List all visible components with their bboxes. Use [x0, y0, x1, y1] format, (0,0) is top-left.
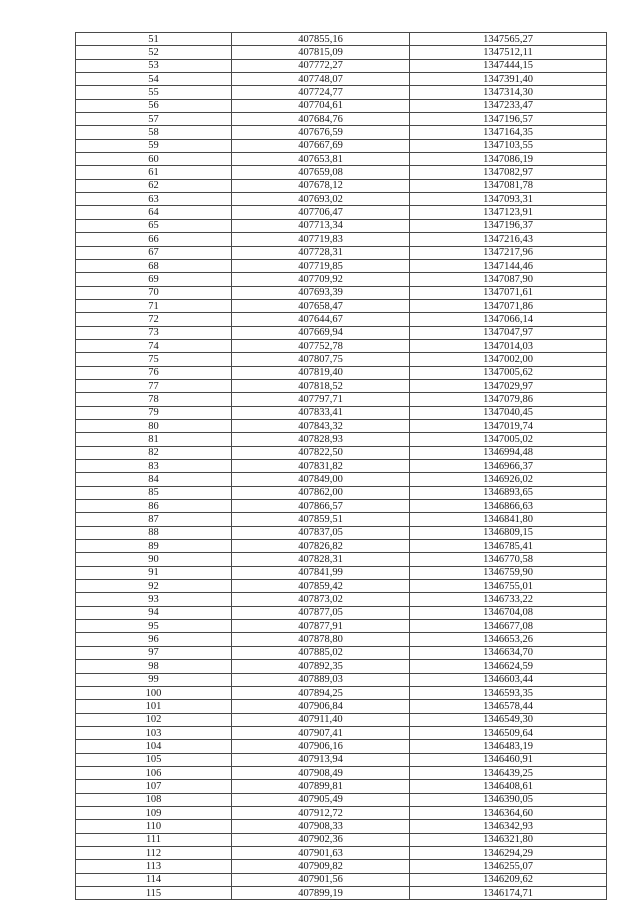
- y-coordinate-cell: 1347391,40: [410, 73, 607, 86]
- point-number-cell: 65: [76, 219, 232, 232]
- y-coordinate-cell: 1347123,91: [410, 206, 607, 219]
- point-number-cell: 107: [76, 780, 232, 793]
- y-coordinate-cell: 1347565,27: [410, 33, 607, 46]
- table-row: [76, 726, 607, 739]
- y-coordinate-cell: 1347512,11: [410, 46, 607, 59]
- y-coordinate-cell: 1346994,48: [410, 446, 607, 459]
- x-coordinate-cell: 407676,59: [232, 126, 410, 139]
- point-number-cell: 63: [76, 193, 232, 206]
- table-row: [76, 500, 607, 513]
- table-row: [76, 326, 607, 339]
- x-coordinate-cell: 407894,25: [232, 686, 410, 699]
- point-number-cell: 59: [76, 139, 232, 152]
- table-row: [76, 59, 607, 72]
- x-coordinate-cell: 407899,81: [232, 780, 410, 793]
- table-row: [76, 806, 607, 819]
- y-coordinate-cell: 1346653,26: [410, 633, 607, 646]
- x-coordinate-cell: 407878,80: [232, 633, 410, 646]
- x-coordinate-cell: 407719,83: [232, 233, 410, 246]
- table-row: [76, 606, 607, 619]
- x-coordinate-cell: 407908,49: [232, 766, 410, 779]
- table-row: [76, 860, 607, 873]
- x-coordinate-cell: 407901,56: [232, 873, 410, 886]
- y-coordinate-cell: 1347081,78: [410, 179, 607, 192]
- x-coordinate-cell: 407873,02: [232, 593, 410, 606]
- table-row: [76, 139, 607, 152]
- point-number-cell: 114: [76, 873, 232, 886]
- x-coordinate-cell: 407667,69: [232, 139, 410, 152]
- table-row: [76, 753, 607, 766]
- y-coordinate-cell: 1346893,65: [410, 486, 607, 499]
- y-coordinate-cell: 1347019,74: [410, 419, 607, 432]
- y-coordinate-cell: 1347093,31: [410, 193, 607, 206]
- x-coordinate-cell: 407909,82: [232, 860, 410, 873]
- point-number-cell: 90: [76, 553, 232, 566]
- x-coordinate-cell: 407752,78: [232, 339, 410, 352]
- table-row: [76, 473, 607, 486]
- y-coordinate-cell: 1346785,41: [410, 540, 607, 553]
- x-coordinate-cell: 407906,16: [232, 740, 410, 753]
- table-row: [76, 99, 607, 112]
- table-row: [76, 166, 607, 179]
- table-row: [76, 660, 607, 673]
- point-number-cell: 95: [76, 620, 232, 633]
- y-coordinate-cell: 1346926,02: [410, 473, 607, 486]
- point-number-cell: 94: [76, 606, 232, 619]
- x-coordinate-cell: 407826,82: [232, 540, 410, 553]
- x-coordinate-cell: 407855,16: [232, 33, 410, 46]
- table-row: [76, 273, 607, 286]
- y-coordinate-cell: 1346759,90: [410, 566, 607, 579]
- y-coordinate-cell: 1346966,37: [410, 460, 607, 473]
- table-row: [76, 526, 607, 539]
- y-coordinate-cell: 1346634,70: [410, 646, 607, 659]
- y-coordinate-cell: 1346364,60: [410, 806, 607, 819]
- point-number-cell: 78: [76, 393, 232, 406]
- point-number-cell: 62: [76, 179, 232, 192]
- point-number-cell: 54: [76, 73, 232, 86]
- point-number-cell: 104: [76, 740, 232, 753]
- point-number-cell: 85: [76, 486, 232, 499]
- x-coordinate-cell: 407828,31: [232, 553, 410, 566]
- y-coordinate-cell: 1346704,08: [410, 606, 607, 619]
- point-number-cell: 102: [76, 713, 232, 726]
- y-coordinate-cell: 1347014,03: [410, 339, 607, 352]
- x-coordinate-cell: 407713,34: [232, 219, 410, 232]
- point-number-cell: 79: [76, 406, 232, 419]
- point-number-cell: 64: [76, 206, 232, 219]
- point-number-cell: 98: [76, 660, 232, 673]
- y-coordinate-cell: 1347082,97: [410, 166, 607, 179]
- y-coordinate-cell: 1346209,62: [410, 873, 607, 886]
- x-coordinate-cell: 407831,82: [232, 460, 410, 473]
- x-coordinate-cell: 407693,02: [232, 193, 410, 206]
- table-row: [76, 553, 607, 566]
- y-coordinate-cell: 1346593,35: [410, 686, 607, 699]
- point-number-cell: 103: [76, 726, 232, 739]
- point-number-cell: 67: [76, 246, 232, 259]
- table-row: [76, 486, 607, 499]
- x-coordinate-cell: 407818,52: [232, 379, 410, 392]
- y-coordinate-cell: 1346866,63: [410, 500, 607, 513]
- x-coordinate-cell: 407704,61: [232, 99, 410, 112]
- table-row: [76, 620, 607, 633]
- table-row: [76, 700, 607, 713]
- y-coordinate-cell: 1347071,61: [410, 286, 607, 299]
- x-coordinate-cell: 407849,00: [232, 473, 410, 486]
- point-number-cell: 87: [76, 513, 232, 526]
- y-coordinate-cell: 1347079,86: [410, 393, 607, 406]
- y-coordinate-cell: 1346624,59: [410, 660, 607, 673]
- x-coordinate-cell: 407902,36: [232, 833, 410, 846]
- table-row: [76, 299, 607, 312]
- y-coordinate-cell: 1346342,93: [410, 820, 607, 833]
- table-row: [76, 646, 607, 659]
- point-number-cell: 108: [76, 793, 232, 806]
- table-row: [76, 887, 607, 900]
- table-row: [76, 580, 607, 593]
- x-coordinate-cell: 407724,77: [232, 86, 410, 99]
- x-coordinate-cell: 407728,31: [232, 246, 410, 259]
- table-row: [76, 540, 607, 553]
- y-coordinate-cell: 1347103,55: [410, 139, 607, 152]
- point-number-cell: 100: [76, 686, 232, 699]
- y-coordinate-cell: 1347087,90: [410, 273, 607, 286]
- x-coordinate-cell: 407841,99: [232, 566, 410, 579]
- point-number-cell: 61: [76, 166, 232, 179]
- point-number-cell: 52: [76, 46, 232, 59]
- y-coordinate-cell: 1347047,97: [410, 326, 607, 339]
- table-row: [76, 233, 607, 246]
- x-coordinate-cell: 407859,42: [232, 580, 410, 593]
- y-coordinate-cell: 1347196,57: [410, 113, 607, 126]
- point-number-cell: 77: [76, 379, 232, 392]
- table-row: [76, 393, 607, 406]
- table-row: [76, 46, 607, 59]
- x-coordinate-cell: 407797,71: [232, 393, 410, 406]
- table-row: [76, 833, 607, 846]
- table-row: [76, 633, 607, 646]
- y-coordinate-cell: 1347144,46: [410, 259, 607, 272]
- y-coordinate-cell: 1346174,71: [410, 887, 607, 900]
- table-row: [76, 126, 607, 139]
- point-number-cell: 106: [76, 766, 232, 779]
- point-number-cell: 76: [76, 366, 232, 379]
- x-coordinate-cell: 407678,12: [232, 179, 410, 192]
- table-row: [76, 353, 607, 366]
- table-row: [76, 153, 607, 166]
- x-coordinate-cell: 407772,27: [232, 59, 410, 72]
- x-coordinate-cell: 407748,07: [232, 73, 410, 86]
- table-row: [76, 86, 607, 99]
- table-row: [76, 366, 607, 379]
- table-row: [76, 206, 607, 219]
- point-number-cell: 115: [76, 887, 232, 900]
- coordinates-table-body: [76, 33, 607, 900]
- y-coordinate-cell: 1346460,91: [410, 753, 607, 766]
- y-coordinate-cell: 1347164,35: [410, 126, 607, 139]
- y-coordinate-cell: 1347029,97: [410, 379, 607, 392]
- table-row: [76, 460, 607, 473]
- x-coordinate-cell: 407684,76: [232, 113, 410, 126]
- table-row: [76, 113, 607, 126]
- y-coordinate-cell: 1347196,37: [410, 219, 607, 232]
- x-coordinate-cell: 407706,47: [232, 206, 410, 219]
- x-coordinate-cell: 407908,33: [232, 820, 410, 833]
- point-number-cell: 86: [76, 500, 232, 513]
- x-coordinate-cell: 407819,40: [232, 366, 410, 379]
- point-number-cell: 109: [76, 806, 232, 819]
- table-row: [76, 179, 607, 192]
- y-coordinate-cell: 1347040,45: [410, 406, 607, 419]
- x-coordinate-cell: 407913,94: [232, 753, 410, 766]
- table-row: [76, 379, 607, 392]
- point-number-cell: 101: [76, 700, 232, 713]
- x-coordinate-cell: 407912,72: [232, 806, 410, 819]
- x-coordinate-cell: 407807,75: [232, 353, 410, 366]
- point-number-cell: 56: [76, 99, 232, 112]
- x-coordinate-cell: 407877,91: [232, 620, 410, 633]
- table-row: [76, 73, 607, 86]
- y-coordinate-cell: 1347233,47: [410, 99, 607, 112]
- y-coordinate-cell: 1347216,43: [410, 233, 607, 246]
- y-coordinate-cell: 1347005,62: [410, 366, 607, 379]
- point-number-cell: 93: [76, 593, 232, 606]
- y-coordinate-cell: 1346809,15: [410, 526, 607, 539]
- x-coordinate-cell: 407859,51: [232, 513, 410, 526]
- x-coordinate-cell: 407905,49: [232, 793, 410, 806]
- table-row: [76, 433, 607, 446]
- point-number-cell: 84: [76, 473, 232, 486]
- table-row: [76, 339, 607, 352]
- point-number-cell: 58: [76, 126, 232, 139]
- x-coordinate-cell: 407866,57: [232, 500, 410, 513]
- y-coordinate-cell: 1347005,02: [410, 433, 607, 446]
- x-coordinate-cell: 407862,00: [232, 486, 410, 499]
- x-coordinate-cell: 407828,93: [232, 433, 410, 446]
- point-number-cell: 82: [76, 446, 232, 459]
- x-coordinate-cell: 407911,40: [232, 713, 410, 726]
- point-number-cell: 68: [76, 259, 232, 272]
- table-row: [76, 846, 607, 859]
- point-number-cell: 55: [76, 86, 232, 99]
- point-number-cell: 73: [76, 326, 232, 339]
- y-coordinate-cell: 1347314,30: [410, 86, 607, 99]
- point-number-cell: 110: [76, 820, 232, 833]
- table-row: [76, 259, 607, 272]
- point-number-cell: 57: [76, 113, 232, 126]
- point-number-cell: 105: [76, 753, 232, 766]
- table-row: [76, 766, 607, 779]
- table-row: [76, 780, 607, 793]
- x-coordinate-cell: 407653,81: [232, 153, 410, 166]
- y-coordinate-cell: 1346408,61: [410, 780, 607, 793]
- y-coordinate-cell: 1346770,58: [410, 553, 607, 566]
- point-number-cell: 71: [76, 299, 232, 312]
- table-row: [76, 686, 607, 699]
- point-number-cell: 112: [76, 846, 232, 859]
- x-coordinate-cell: 407843,32: [232, 419, 410, 432]
- point-number-cell: 91: [76, 566, 232, 579]
- x-coordinate-cell: 407837,05: [232, 526, 410, 539]
- x-coordinate-cell: 407892,35: [232, 660, 410, 673]
- table-row: [76, 740, 607, 753]
- x-coordinate-cell: 407901,63: [232, 846, 410, 859]
- table-row: [76, 193, 607, 206]
- point-number-cell: 80: [76, 419, 232, 432]
- table-row: [76, 246, 607, 259]
- y-coordinate-cell: 1347071,86: [410, 299, 607, 312]
- point-number-cell: 111: [76, 833, 232, 846]
- table-row: [76, 793, 607, 806]
- x-coordinate-cell: 407815,09: [232, 46, 410, 59]
- point-number-cell: 70: [76, 286, 232, 299]
- point-number-cell: 97: [76, 646, 232, 659]
- x-coordinate-cell: 407659,08: [232, 166, 410, 179]
- x-coordinate-cell: 407885,02: [232, 646, 410, 659]
- y-coordinate-cell: 1346483,19: [410, 740, 607, 753]
- x-coordinate-cell: 407658,47: [232, 299, 410, 312]
- table-row: [76, 406, 607, 419]
- table-row: [76, 820, 607, 833]
- point-number-cell: 51: [76, 33, 232, 46]
- point-number-cell: 75: [76, 353, 232, 366]
- point-number-cell: 83: [76, 460, 232, 473]
- y-coordinate-cell: 1346321,80: [410, 833, 607, 846]
- point-number-cell: 60: [76, 153, 232, 166]
- y-coordinate-cell: 1347066,14: [410, 313, 607, 326]
- table-row: [76, 566, 607, 579]
- table-row: [76, 513, 607, 526]
- x-coordinate-cell: 407899,19: [232, 887, 410, 900]
- y-coordinate-cell: 1347086,19: [410, 153, 607, 166]
- y-coordinate-cell: 1347444,15: [410, 59, 607, 72]
- table-row: [76, 446, 607, 459]
- table-row: [76, 713, 607, 726]
- table-row: [76, 313, 607, 326]
- table-row: [76, 673, 607, 686]
- table-row: [76, 33, 607, 46]
- point-number-cell: 113: [76, 860, 232, 873]
- point-number-cell: 88: [76, 526, 232, 539]
- table-row: [76, 219, 607, 232]
- x-coordinate-cell: 407709,92: [232, 273, 410, 286]
- x-coordinate-cell: 407889,03: [232, 673, 410, 686]
- y-coordinate-cell: 1346439,25: [410, 766, 607, 779]
- y-coordinate-cell: 1346294,29: [410, 846, 607, 859]
- x-coordinate-cell: 407693,39: [232, 286, 410, 299]
- y-coordinate-cell: 1346549,30: [410, 713, 607, 726]
- point-number-cell: 92: [76, 580, 232, 593]
- y-coordinate-cell: 1346255,07: [410, 860, 607, 873]
- point-number-cell: 74: [76, 339, 232, 352]
- y-coordinate-cell: 1346390,05: [410, 793, 607, 806]
- point-number-cell: 53: [76, 59, 232, 72]
- point-number-cell: 89: [76, 540, 232, 553]
- y-coordinate-cell: 1346509,64: [410, 726, 607, 739]
- x-coordinate-cell: 407906,84: [232, 700, 410, 713]
- point-number-cell: 81: [76, 433, 232, 446]
- y-coordinate-cell: 1346578,44: [410, 700, 607, 713]
- point-number-cell: 96: [76, 633, 232, 646]
- table-row: [76, 419, 607, 432]
- x-coordinate-cell: 407877,05: [232, 606, 410, 619]
- y-coordinate-cell: 1346755,01: [410, 580, 607, 593]
- point-number-cell: 99: [76, 673, 232, 686]
- point-number-cell: 72: [76, 313, 232, 326]
- table-row: [76, 593, 607, 606]
- y-coordinate-cell: 1347002,00: [410, 353, 607, 366]
- point-number-cell: 69: [76, 273, 232, 286]
- y-coordinate-cell: 1346603,44: [410, 673, 607, 686]
- y-coordinate-cell: 1346677,08: [410, 620, 607, 633]
- y-coordinate-cell: 1346733,22: [410, 593, 607, 606]
- x-coordinate-cell: 407719,85: [232, 259, 410, 272]
- x-coordinate-cell: 407822,50: [232, 446, 410, 459]
- table-row: [76, 873, 607, 886]
- table-row: [76, 286, 607, 299]
- x-coordinate-cell: 407644,67: [232, 313, 410, 326]
- x-coordinate-cell: 407833,41: [232, 406, 410, 419]
- x-coordinate-cell: 407669,94: [232, 326, 410, 339]
- point-number-cell: 66: [76, 233, 232, 246]
- coordinates-table: [75, 32, 607, 900]
- y-coordinate-cell: 1346841,80: [410, 513, 607, 526]
- x-coordinate-cell: 407907,41: [232, 726, 410, 739]
- y-coordinate-cell: 1347217,96: [410, 246, 607, 259]
